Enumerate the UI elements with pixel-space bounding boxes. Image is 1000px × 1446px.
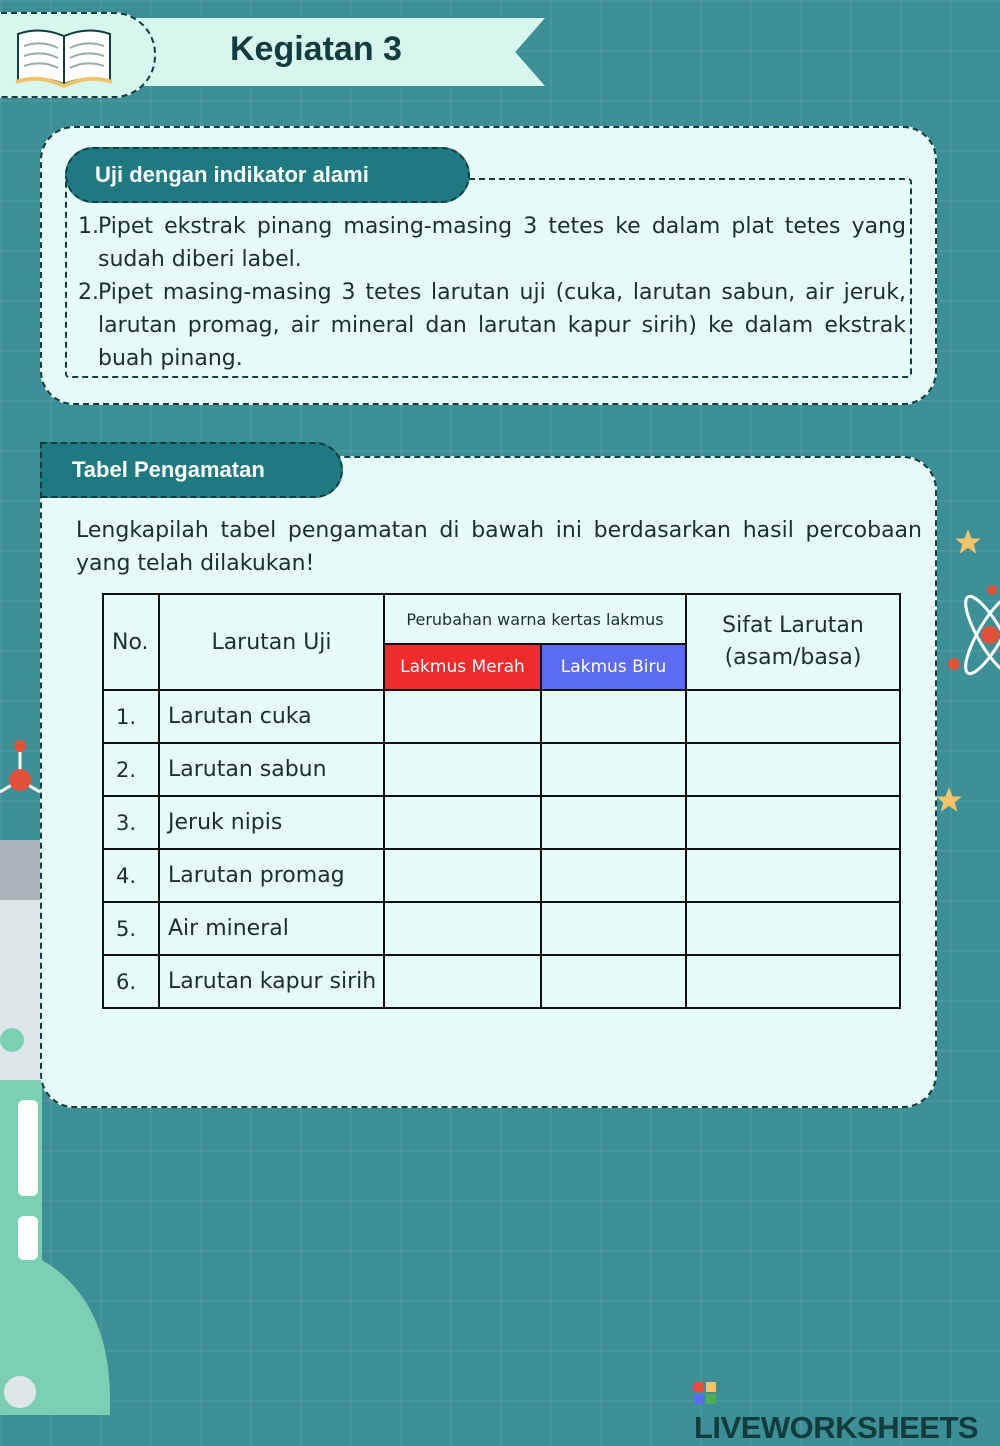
table-row	[103, 743, 900, 796]
star-icon	[935, 786, 963, 814]
row-larutan: Jeruk nipis	[159, 796, 384, 849]
molecule-icon	[0, 740, 45, 800]
list-item	[78, 210, 906, 276]
table-row	[103, 849, 900, 902]
cell-lakmus-merah[interactable]	[384, 796, 541, 849]
logo-text: LIVEWORKSHEETS	[694, 1410, 979, 1445]
cell-lakmus-merah[interactable]	[384, 690, 541, 743]
table-row	[103, 796, 900, 849]
open-book-icon	[14, 24, 114, 88]
cell-sifat-larutan[interactable]	[686, 743, 900, 796]
cell-sifat-larutan[interactable]	[686, 955, 900, 1008]
procedure-steps	[78, 210, 906, 375]
row-larutan: Larutan sabun	[159, 743, 384, 796]
row-number: 1.	[103, 690, 159, 743]
observation-table	[102, 593, 901, 1009]
cell-lakmus-merah[interactable]	[384, 955, 541, 1008]
header-sifat-line1: Sifat Larutan	[722, 613, 864, 638]
header-perubahan-warna: Perubahan warna kertas lakmus	[384, 594, 686, 644]
cell-lakmus-biru[interactable]	[541, 743, 686, 796]
cell-lakmus-biru[interactable]	[541, 690, 686, 743]
header-larutan-uji: Larutan Uji	[159, 594, 384, 690]
cell-lakmus-merah[interactable]	[384, 849, 541, 902]
header-lakmus-merah: Lakmus Merah	[384, 644, 541, 690]
cell-lakmus-biru[interactable]	[541, 902, 686, 955]
row-number: 4.	[103, 849, 159, 902]
row-larutan: Larutan kapur sirih	[159, 955, 384, 1008]
header-no: No.	[103, 594, 159, 690]
cell-lakmus-biru[interactable]	[541, 955, 686, 1008]
cell-sifat-larutan[interactable]	[686, 690, 900, 743]
page-title: Kegiatan 3	[230, 30, 402, 68]
cell-lakmus-biru[interactable]	[541, 796, 686, 849]
table-row	[103, 955, 900, 1008]
row-larutan: Larutan cuka	[159, 690, 384, 743]
table-row	[103, 690, 900, 743]
row-number: 3.	[103, 796, 159, 849]
header-sifat-line2: (asam/basa)	[724, 645, 862, 670]
cell-sifat-larutan[interactable]	[686, 902, 900, 955]
cell-lakmus-merah[interactable]	[384, 902, 541, 955]
row-number: 5.	[103, 902, 159, 955]
step-text: Pipet masing-masing 3 tetes larutan uji (cuka, larutan sabun, air jeruk, larutan promag, air mineral dan larutan kapur sirih) ke dalam ekstrak buah pinang.	[98, 280, 906, 371]
cell-lakmus-biru[interactable]	[541, 849, 686, 902]
section-title-table: Tabel Pengamatan	[40, 442, 343, 498]
row-larutan: Larutan promag	[159, 849, 384, 902]
header-lakmus-biru: Lakmus Biru	[541, 644, 686, 690]
row-number: 6.	[103, 955, 159, 1008]
atom-icon	[944, 580, 1000, 690]
step-number: 1.	[78, 214, 99, 239]
row-larutan: Air mineral	[159, 902, 384, 955]
star-icon	[954, 528, 982, 556]
instruction-text: Lengkapilah tabel pengamatan di bawah ini berdasarkan hasil percobaan yang telah dilakukan!	[76, 518, 922, 576]
step-number: 2.	[78, 280, 99, 305]
cell-lakmus-merah[interactable]	[384, 743, 541, 796]
list-item	[78, 276, 906, 375]
table-row	[103, 902, 900, 955]
liveworksheets-logo[interactable]	[694, 1374, 1000, 1446]
cell-sifat-larutan[interactable]	[686, 796, 900, 849]
row-number: 2.	[103, 743, 159, 796]
logo-icon	[694, 1382, 716, 1404]
cell-sifat-larutan[interactable]	[686, 849, 900, 902]
table-header-row	[103, 594, 900, 644]
section-title-procedure: Uji dengan indikator alami	[65, 147, 470, 203]
header-sifat-larutan	[686, 594, 900, 690]
step-text: Pipet ekstrak pinang masing-masing 3 tetes ke dalam plat tetes yang sudah diberi label.	[98, 214, 906, 272]
